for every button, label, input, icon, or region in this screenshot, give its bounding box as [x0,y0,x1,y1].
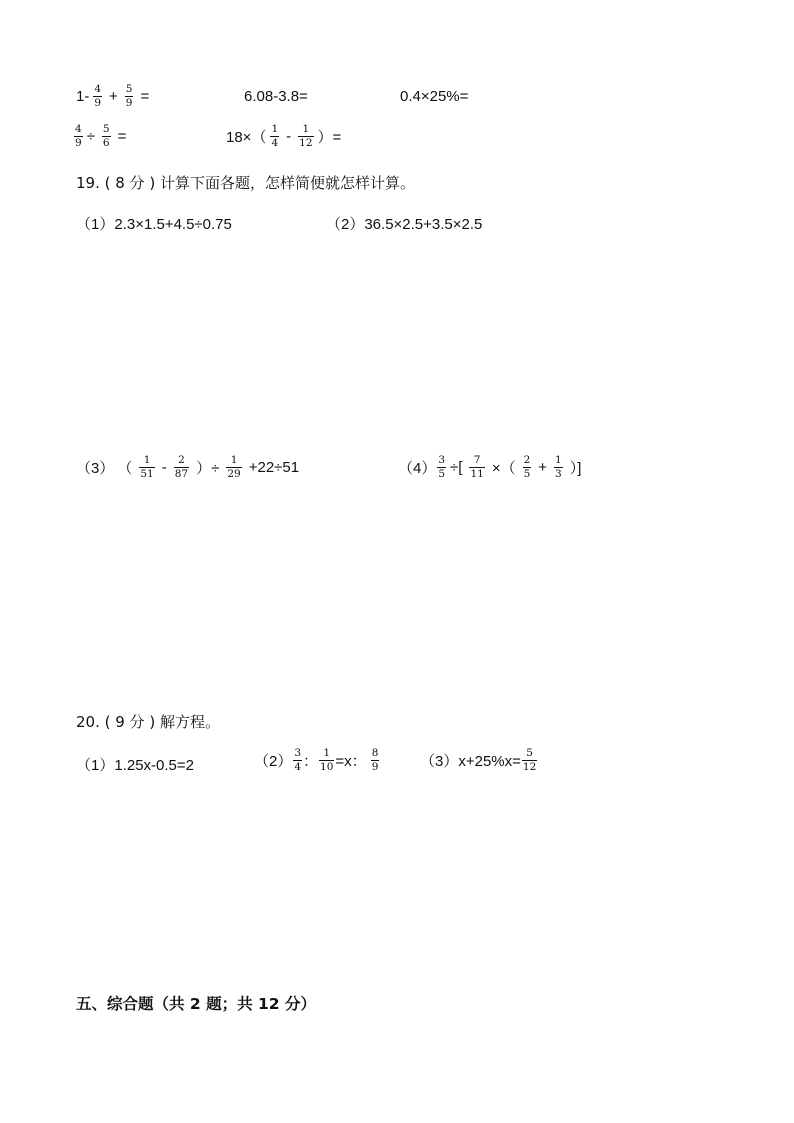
operator: - [286,128,292,146]
q19-part-4 [398,455,584,480]
expr-tail: +22÷51 [248,459,300,477]
q20-part-3 [420,748,538,773]
expr-suffix: ）= [317,129,342,147]
operator: - [161,459,167,477]
equals-sign: = [117,128,127,146]
operator: ×（ [491,460,516,478]
q19-part-2: （2）36.5×2.5+3.5×2.5 [326,216,483,233]
fraction: $\frac{3}{4}$ [294,747,302,774]
calc-row-2-item-a [73,124,129,149]
fraction: $\frac{5}{12}$ [522,747,537,774]
operator: + [109,88,118,106]
question-19-title: 19. ( 8 分 ) 计算下面各题，怎样简便就怎样计算。 [76,174,415,192]
fraction: $\frac{7}{11}$ [470,454,484,481]
calc-row-1-item-b: 6.08-3.8= [244,88,308,105]
section-5-heading: 五、综合题（共 2 题；共 12 分） [76,995,316,1013]
ratio-colon: ： [303,753,319,771]
calc-row-2-item-b [226,124,341,149]
fraction: $\frac{4}{9}$ [94,83,102,110]
fraction: $\frac{4}{9}$ [75,123,82,150]
equals-sign: = [140,88,150,106]
q20-part-2 [254,748,383,773]
fraction: $\frac{5}{6}$ [102,123,110,150]
q19-part-3 [76,455,302,480]
fraction: $\frac{2}{87}$ [174,454,189,481]
paren-close-divide: ）÷ [196,460,220,478]
fraction: $\frac{2}{5}$ [523,454,531,481]
fraction: $\frac{1}{51}$ [140,454,154,481]
operator: ÷[ [450,459,463,477]
part-label: （2） [254,753,293,771]
bracket-close: ）] [569,460,582,478]
fraction: $\frac{5}{9}$ [125,83,133,110]
fraction: $\frac{3}{5}$ [438,454,446,481]
fraction: $\frac{1}{29}$ [227,454,241,481]
paren-open: （ [117,460,133,478]
question-20-title: 20. ( 9 分 ) 解方程。 [76,713,220,731]
part-label: （3） [76,460,115,478]
calc-row-1-item-a [76,84,152,109]
q19-part-1: （1）2.3×1.5+4.5÷0.75 [76,216,232,233]
calc-row-1-item-c: 0.4×25%= [400,88,469,105]
operator: ÷ [86,128,95,146]
fraction: $\frac{1}{3}$ [555,454,562,481]
expr-prefix: 18×（ [226,129,267,147]
equation-middle: =x： [335,753,367,771]
fraction: $\frac{8}{9}$ [371,747,379,774]
q20-part-1: （1）1.25x-0.5=2 [76,757,194,774]
fraction: $\frac{1}{4}$ [271,123,279,150]
operator: + [538,459,548,477]
fraction: $\frac{1}{12}$ [299,123,313,150]
fraction: $\frac{1}{10}$ [320,747,334,774]
part-label: （4） [398,460,437,478]
expr-prefix: 1- [76,88,90,106]
equation-left: （3）x+25%x= [420,753,521,771]
